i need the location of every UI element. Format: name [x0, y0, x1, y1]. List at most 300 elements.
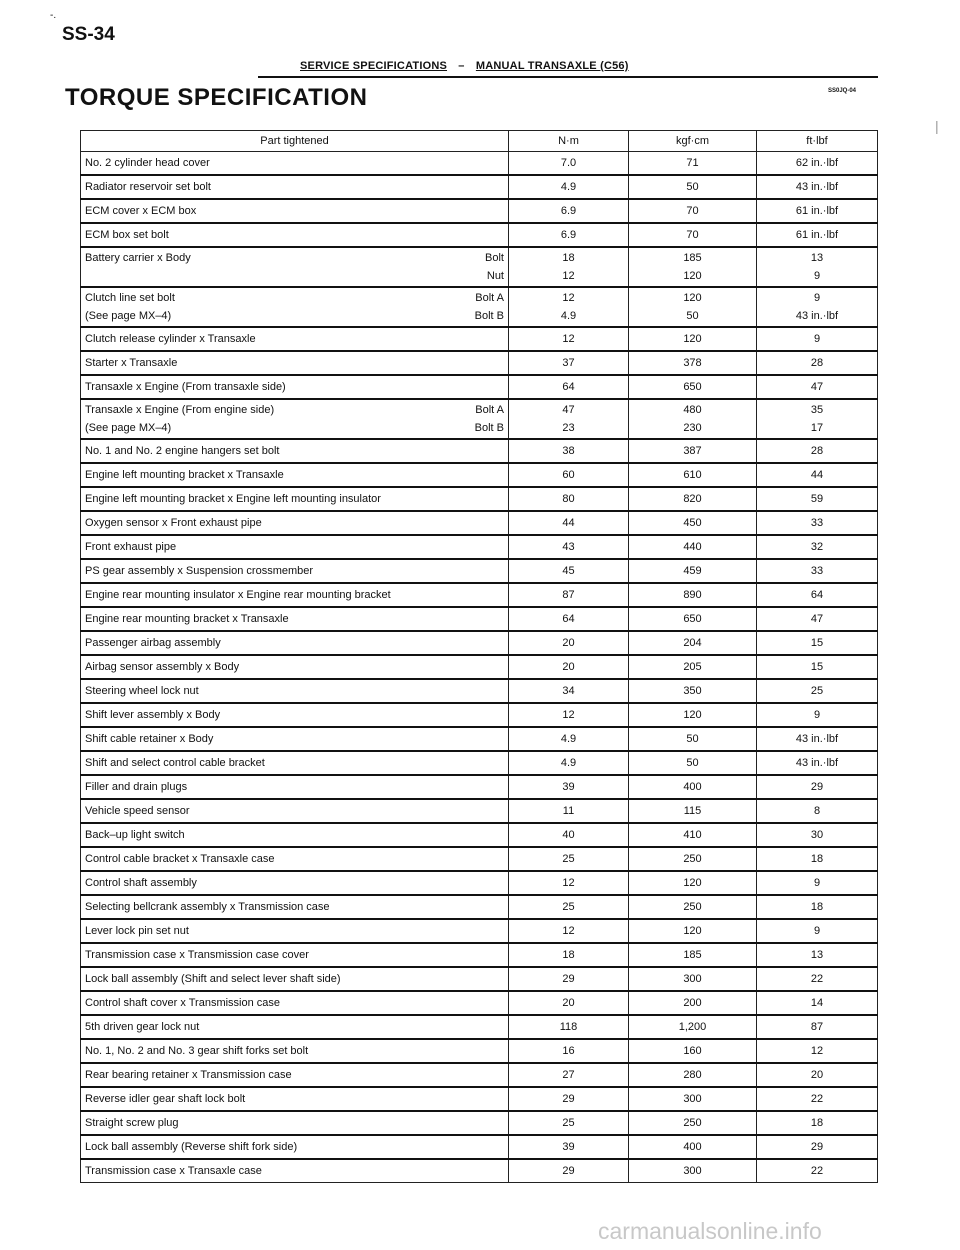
nm-value-cell: [509, 1087, 629, 1111]
part-cell: [81, 847, 509, 871]
kgfcm-value: 300: [683, 1093, 702, 1105]
nm-value: 45: [562, 565, 575, 577]
part-cell: [81, 327, 509, 351]
nm-value: 6.9: [560, 205, 577, 217]
ftlbf-value: 22: [810, 973, 824, 985]
table-row: [81, 1159, 878, 1183]
part-cell: [81, 655, 509, 679]
ftlbf-value: 44: [810, 469, 824, 481]
ftlbf-value-cell: [757, 751, 878, 775]
ftlbf-value: 25: [810, 685, 824, 697]
ftlbf-value-cell: [757, 727, 878, 751]
kgfcm-value-cell: [629, 1159, 757, 1183]
nm-value: 40: [562, 829, 575, 841]
ftlbf-value: 20: [810, 1069, 824, 1081]
ftlbf-value: 33: [810, 565, 824, 577]
part-name: Passenger airbag assembly: [85, 637, 221, 649]
part-name: Control cable bracket x Transaxle case: [85, 853, 275, 865]
nm-value: 12: [562, 333, 575, 345]
nm-value-cell: [509, 943, 629, 967]
torque-table: [80, 130, 878, 1183]
kgfcm-value-cell: [629, 583, 757, 607]
kgfcm-value-cell: [629, 1063, 757, 1087]
part-cell: [81, 607, 509, 631]
kgfcm-value-cell: [629, 991, 757, 1015]
ftlbf-value-cell: [757, 607, 878, 631]
table-row: [81, 439, 878, 463]
kgfcm-value: 410: [683, 829, 702, 841]
part-name: Lock ball assembly (Shift and select lever shaft side): [85, 973, 341, 985]
nm-value: 4.9: [560, 181, 577, 193]
nm-value: 44: [562, 517, 575, 529]
kgfcm-value-cell: [629, 535, 757, 559]
kgfcm-value: 185: [683, 252, 702, 264]
nm-value-cell: [509, 1135, 629, 1159]
nm-value-cell: [509, 511, 629, 535]
table-row: [81, 351, 878, 375]
part-cell: [81, 703, 509, 727]
part-name: Vehicle speed sensor: [85, 805, 190, 817]
ftlbf-value-cell: [757, 287, 878, 327]
ftlbf-value-cell: [757, 399, 878, 439]
nm-value-cell: [509, 1111, 629, 1135]
ftlbf-value: 43 in.·lbf: [795, 757, 839, 769]
ftlbf-value: 14: [810, 997, 824, 1009]
nm-value-cell: [509, 351, 629, 375]
part-name: Transaxle x Engine (From transaxle side): [85, 381, 286, 393]
nm-value-cell: [509, 991, 629, 1015]
nm-value-cell: [509, 152, 629, 176]
nm-value-cell: [509, 775, 629, 799]
nm-value: 11: [562, 805, 575, 817]
nm-value: 80: [562, 493, 575, 505]
ftlbf-value: 9: [813, 709, 821, 721]
part-name: No. 1, No. 2 and No. 3 gear shift forks set bolt: [85, 1045, 309, 1057]
kgfcm-value-cell: [629, 1087, 757, 1111]
ftlbf-value: 29: [810, 1141, 824, 1153]
page-title: TORQUE SPECIFICATION: [65, 84, 368, 111]
table-row: [81, 943, 878, 967]
part-name: Engine rear mounting insulator x Engine rear mounting bracket: [85, 589, 391, 601]
part-cell: [81, 1135, 509, 1159]
ftlbf-value-cell: [757, 223, 878, 247]
part-cell: [81, 1063, 509, 1087]
part-fastener: Bolt B: [474, 310, 504, 322]
kgfcm-value-cell: [629, 327, 757, 351]
part-cell: [81, 727, 509, 751]
col-header-nm: N·m: [509, 131, 629, 152]
nm-value: 25: [562, 853, 575, 865]
ftlbf-value: 9: [813, 925, 821, 937]
part-cell: [81, 287, 509, 327]
nm-value-cell: [509, 1159, 629, 1183]
ftlbf-value: 28: [810, 357, 824, 369]
part-name: No. 2 cylinder head cover: [85, 157, 210, 169]
nm-value: 16: [562, 1045, 575, 1057]
part-cell: [81, 799, 509, 823]
nm-value: 39: [562, 781, 575, 793]
table-row: [81, 751, 878, 775]
kgfcm-value: 1,200: [678, 1021, 707, 1033]
nm-value: 12: [562, 877, 575, 889]
part-cell: [81, 775, 509, 799]
part-cell: [81, 559, 509, 583]
part-cell: [81, 511, 509, 535]
part-cell: [81, 439, 509, 463]
kgfcm-value: 650: [683, 381, 702, 393]
nm-value-cell: [509, 727, 629, 751]
ftlbf-value-cell: [757, 583, 878, 607]
ftlbf-value-cell: [757, 871, 878, 895]
ftlbf-value-cell: [757, 1111, 878, 1135]
part-cell: [81, 991, 509, 1015]
kgfcm-value-cell: [629, 895, 757, 919]
table-row: [81, 487, 878, 511]
ftlbf-value-cell: [757, 559, 878, 583]
ftlbf-value: 18: [810, 901, 824, 913]
nm-value: 38: [562, 445, 575, 457]
part-cell: [81, 1159, 509, 1183]
part-fastener: Bolt B: [474, 422, 504, 434]
kgfcm-value: 200: [683, 997, 702, 1009]
col-header-kgfcm: kgf·cm: [629, 131, 757, 152]
part-cell: [81, 583, 509, 607]
nm-value: 34: [562, 685, 575, 697]
ftlbf-value-cell: [757, 631, 878, 655]
part-cell: [81, 1111, 509, 1135]
kgfcm-value-cell: [629, 463, 757, 487]
part-cell: [81, 463, 509, 487]
ftlbf-value: 62 in.·lbf: [795, 157, 839, 169]
ftlbf-value-cell: [757, 439, 878, 463]
kgfcm-value: 300: [683, 1165, 702, 1177]
table-row: [81, 1135, 878, 1159]
part-cell: [81, 871, 509, 895]
ftlbf-value-cell: [757, 895, 878, 919]
ftlbf-value: 17: [810, 422, 824, 434]
nm-value-cell: [509, 223, 629, 247]
ftlbf-value: 9: [813, 877, 821, 889]
nm-value: 12: [562, 292, 575, 304]
table-row: [81, 967, 878, 991]
part-name: Filler and drain plugs: [85, 781, 188, 793]
kgfcm-value: 120: [683, 709, 702, 721]
part-name: Airbag sensor assembly x Body: [85, 661, 240, 673]
nm-value: 6.9: [560, 229, 577, 241]
part-name: Control shaft cover x Transmission case: [85, 997, 281, 1009]
part-name: Selecting bellcrank assembly x Transmission case: [85, 901, 330, 913]
ftlbf-value-cell: [757, 535, 878, 559]
nm-value: 20: [562, 997, 575, 1009]
nm-value-cell: [509, 847, 629, 871]
nm-value-cell: [509, 199, 629, 223]
part-cell: [81, 247, 509, 287]
kgfcm-value: 70: [686, 205, 699, 217]
table-row: [81, 399, 878, 439]
ftlbf-value: 22: [810, 1165, 824, 1177]
kgfcm-value: 120: [683, 877, 702, 889]
kgfcm-value: 205: [683, 661, 702, 673]
table-row: [81, 655, 878, 679]
kgfcm-value: 300: [683, 973, 702, 985]
kgfcm-value-cell: [629, 847, 757, 871]
ftlbf-value-cell: [757, 463, 878, 487]
kgfcm-value-cell: [629, 375, 757, 399]
nm-value-cell: [509, 487, 629, 511]
nm-value: 25: [562, 901, 575, 913]
part-name: Shift and select control cable bracket: [85, 757, 265, 769]
table-row: [81, 847, 878, 871]
kgfcm-value-cell: [629, 679, 757, 703]
kgfcm-value: 650: [683, 613, 702, 625]
part-name: ECM cover x ECM box: [85, 205, 197, 217]
table-row: [81, 1015, 878, 1039]
ftlbf-value: 35: [810, 404, 824, 416]
ftlbf-value-cell: [757, 991, 878, 1015]
nm-value: 18: [562, 949, 575, 961]
part-name: ECM box set bolt: [85, 229, 169, 241]
kgfcm-value: 250: [683, 1117, 702, 1129]
ftlbf-value: 47: [810, 381, 824, 393]
ftlbf-value-cell: [757, 943, 878, 967]
part-cell: [81, 535, 509, 559]
nm-value: 4.9: [560, 310, 577, 322]
table-row: [81, 703, 878, 727]
nm-value-cell: [509, 287, 629, 327]
ftlbf-value: 43 in.·lbf: [795, 310, 839, 322]
table-row: [81, 1063, 878, 1087]
kgfcm-value-cell: [629, 559, 757, 583]
nm-value-cell: [509, 1015, 629, 1039]
nm-value-cell: [509, 175, 629, 199]
kgfcm-value-cell: [629, 655, 757, 679]
nm-value-cell: [509, 703, 629, 727]
nm-value: 7.0: [560, 157, 577, 169]
table-row: [81, 247, 878, 287]
col-header-ftlbf: ft·lbf: [757, 131, 878, 152]
part-cell: [81, 943, 509, 967]
ftlbf-value-cell: [757, 1135, 878, 1159]
nm-value: 25: [562, 1117, 575, 1129]
ftlbf-value-cell: [757, 1159, 878, 1183]
nm-value-cell: [509, 655, 629, 679]
kgfcm-value-cell: [629, 703, 757, 727]
table-row: [81, 871, 878, 895]
header-separator: –: [458, 60, 465, 72]
kgfcm-value: 120: [683, 333, 702, 345]
nm-value-cell: [509, 463, 629, 487]
kgfcm-value-cell: [629, 727, 757, 751]
kgfcm-value-cell: [629, 607, 757, 631]
kgfcm-value-cell: [629, 823, 757, 847]
part-name: Engine left mounting bracket x Engine left mounting insulator: [85, 493, 381, 505]
table-body: [81, 152, 878, 1183]
nm-value-cell: [509, 679, 629, 703]
ftlbf-value: 9: [813, 333, 821, 345]
part-name: Rear bearing retainer x Transmission case: [85, 1069, 292, 1081]
ftlbf-value: 12: [810, 1045, 824, 1057]
kgfcm-value: 250: [683, 901, 702, 913]
part-cell: [81, 399, 509, 439]
ftlbf-value: 61 in.·lbf: [795, 205, 839, 217]
kgfcm-value-cell: [629, 487, 757, 511]
nm-value: 43: [562, 541, 575, 553]
part-fastener: Bolt: [485, 252, 504, 264]
nm-value-cell: [509, 583, 629, 607]
kgfcm-value: 400: [683, 781, 702, 793]
table-row: [81, 607, 878, 631]
part-name: Steering wheel lock nut: [85, 685, 199, 697]
nm-value-cell: [509, 1063, 629, 1087]
nm-value: 27: [562, 1069, 575, 1081]
page-number: SS-34: [62, 24, 115, 45]
table-row: [81, 327, 878, 351]
header-rule: [258, 76, 878, 78]
table-row: [81, 991, 878, 1015]
part-name: Back–up light switch: [85, 829, 185, 841]
table-row: [81, 535, 878, 559]
nm-value-cell: [509, 967, 629, 991]
table-row: [81, 1111, 878, 1135]
table-header-row: [81, 131, 878, 152]
ftlbf-value: 30: [810, 829, 824, 841]
kgfcm-value-cell: [629, 175, 757, 199]
ftlbf-value-cell: [757, 511, 878, 535]
ftlbf-value: 87: [810, 1021, 824, 1033]
kgfcm-value: 387: [683, 445, 702, 457]
kgfcm-value-cell: [629, 152, 757, 176]
ftlbf-value-cell: [757, 1063, 878, 1087]
part-name: Lock ball assembly (Reverse shift fork side): [85, 1141, 298, 1153]
part-cell: [81, 631, 509, 655]
nm-value: 87: [562, 589, 575, 601]
kgfcm-value: 115: [683, 805, 702, 817]
ftlbf-value: 22: [810, 1093, 824, 1105]
kgfcm-value-cell: [629, 1111, 757, 1135]
table-row: [81, 679, 878, 703]
table-row: [81, 375, 878, 399]
kgfcm-value-cell: [629, 919, 757, 943]
kgfcm-value: 185: [683, 949, 702, 961]
nm-value: 20: [562, 637, 575, 649]
part-name: Transaxle x Engine (From engine side): [85, 404, 275, 416]
nm-value-cell: [509, 327, 629, 351]
kgfcm-value: 120: [683, 292, 702, 304]
nm-value-cell: [509, 247, 629, 287]
kgfcm-value-cell: [629, 967, 757, 991]
kgfcm-value: 204: [683, 637, 702, 649]
nm-value: 29: [562, 1093, 575, 1105]
part-cell: [81, 199, 509, 223]
kgfcm-value: 230: [683, 422, 702, 434]
nm-value-cell: [509, 871, 629, 895]
nm-value-cell: [509, 751, 629, 775]
nm-value-cell: [509, 1039, 629, 1063]
part-name: Engine rear mounting bracket x Transaxle: [85, 613, 289, 625]
nm-value-cell: [509, 535, 629, 559]
ftlbf-value-cell: [757, 823, 878, 847]
nm-value: 118: [559, 1021, 578, 1033]
section-title: SERVICE SPECIFICATIONS: [300, 60, 448, 72]
kgfcm-value-cell: [629, 247, 757, 287]
ftlbf-value-cell: [757, 775, 878, 799]
ftlbf-value-cell: [757, 175, 878, 199]
kgfcm-value: 350: [683, 685, 702, 697]
nm-value: 37: [562, 357, 575, 369]
ftlbf-value-cell: [757, 327, 878, 351]
nm-value: 12: [562, 925, 575, 937]
nm-value: 29: [562, 1165, 575, 1177]
ftlbf-value: 15: [810, 661, 824, 673]
part-fastener: Bolt A: [475, 292, 504, 304]
table-row: [81, 631, 878, 655]
kgfcm-value: 280: [683, 1069, 702, 1081]
part-cell: [81, 919, 509, 943]
kgfcm-value: 71: [686, 157, 699, 169]
kgfcm-value-cell: [629, 1015, 757, 1039]
ftlbf-value: 59: [810, 493, 824, 505]
nm-value: 29: [562, 973, 575, 985]
part-name: Transmission case x Transmission case cover: [85, 949, 309, 961]
part-name: Lever lock pin set nut: [85, 925, 189, 937]
kgfcm-value: 400: [683, 1141, 702, 1153]
part-cell: [81, 487, 509, 511]
ftlbf-value-cell: [757, 1039, 878, 1063]
kgfcm-value: 378: [683, 357, 702, 369]
subsection-title: MANUAL TRANSAXLE (C56): [475, 60, 629, 72]
part-cell: [81, 351, 509, 375]
part-name: Front exhaust pipe: [85, 541, 177, 553]
kgfcm-value: 890: [683, 589, 702, 601]
table-row: [81, 223, 878, 247]
ftlbf-value: 29: [810, 781, 824, 793]
kgfcm-value: 610: [683, 469, 702, 481]
kgfcm-value: 50: [686, 181, 699, 193]
ftlbf-value-cell: [757, 1087, 878, 1111]
part-name: Reverse idler gear shaft lock bolt: [85, 1093, 246, 1105]
nm-value: 4.9: [560, 733, 577, 745]
nm-value: 18: [562, 252, 575, 264]
part-name: Oxygen sensor x Front exhaust pipe: [85, 517, 262, 529]
ftlbf-value: 18: [810, 1117, 824, 1129]
ftlbf-value-cell: [757, 487, 878, 511]
part-name: Battery carrier x Body: [85, 252, 191, 264]
kgfcm-value-cell: [629, 439, 757, 463]
part-fastener: Nut: [486, 270, 504, 282]
nm-value-cell: [509, 799, 629, 823]
kgfcm-value: 440: [683, 541, 702, 553]
part-name: 5th driven gear lock nut: [85, 1021, 200, 1033]
kgfcm-value: 459: [683, 565, 702, 577]
part-cell: [81, 967, 509, 991]
table-row: [81, 799, 878, 823]
kgfcm-value-cell: [629, 631, 757, 655]
nm-value-cell: [509, 895, 629, 919]
table-row: [81, 895, 878, 919]
margin-mark: |: [935, 118, 939, 134]
ftlbf-value: 8: [813, 805, 821, 817]
document-code: SS0JQ-04: [828, 88, 857, 94]
nm-value: 64: [562, 381, 575, 393]
part-note: (See page MX–4): [85, 310, 172, 322]
nm-value-cell: [509, 399, 629, 439]
nm-value-cell: [509, 559, 629, 583]
ftlbf-value: 61 in.·lbf: [795, 229, 839, 241]
part-note: (See page MX–4): [85, 422, 172, 434]
table-row: [81, 823, 878, 847]
kgfcm-value-cell: [629, 943, 757, 967]
ftlbf-value: 9: [813, 292, 821, 304]
